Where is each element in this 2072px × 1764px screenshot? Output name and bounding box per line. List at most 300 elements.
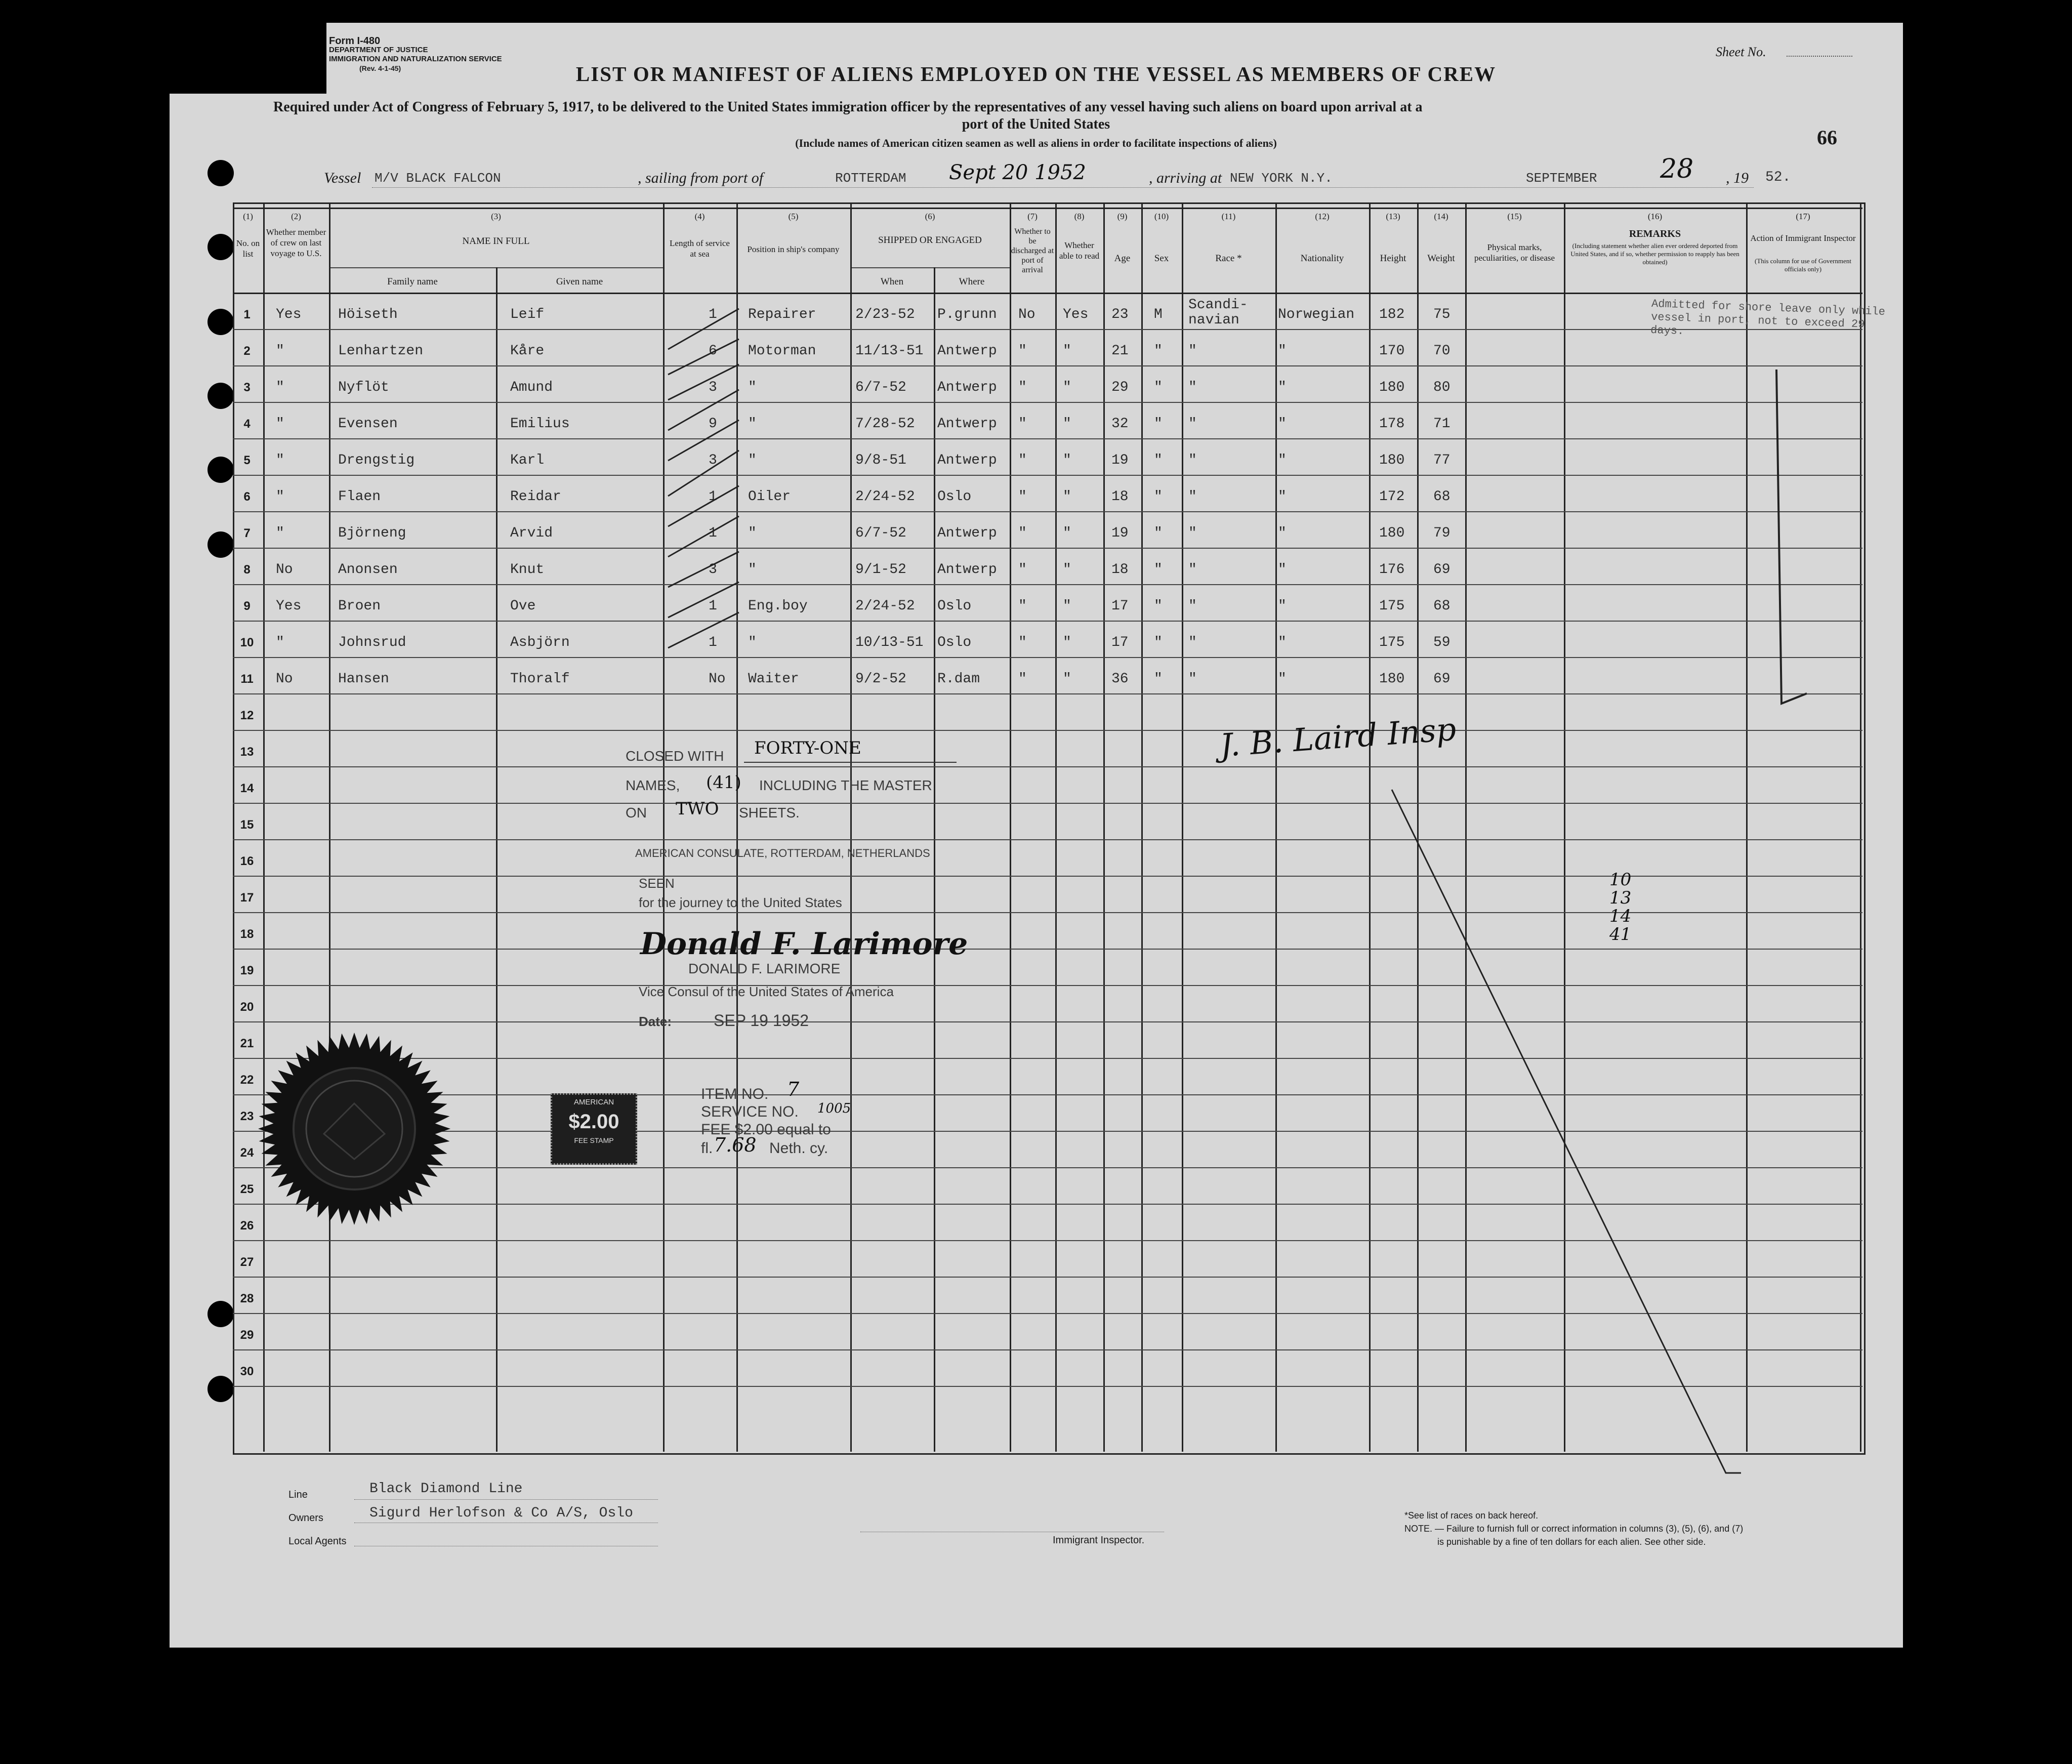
colnum-17: (17) xyxy=(1796,212,1810,221)
header-physical: Physical marks, peculiarities, or disease xyxy=(1474,242,1555,263)
crew-able-to-read: " xyxy=(1063,671,1071,687)
fee-stamp-value: $2.00 xyxy=(568,1111,619,1133)
line-value: Black Diamond Line xyxy=(369,1481,523,1497)
line-label: Line xyxy=(288,1489,308,1500)
crew-weight: 59 xyxy=(1433,635,1451,650)
crew-height: 180 xyxy=(1379,525,1405,541)
crew-given-name: Amund xyxy=(510,380,553,395)
header-weight: Weight xyxy=(1427,253,1455,264)
row-number: 9 xyxy=(243,599,251,613)
service-label: SERVICE NO. xyxy=(701,1103,799,1120)
crew-shipped-where: Antwerp xyxy=(937,562,997,578)
row-rule xyxy=(233,766,1862,767)
col-rule xyxy=(934,267,935,1452)
col-rule xyxy=(1141,202,1143,1452)
crew-shipped-where: Antwerp xyxy=(937,380,997,395)
crew-to-be-discharged: No xyxy=(1018,307,1035,322)
crew-nationality: " xyxy=(1278,525,1287,541)
crew-height: 178 xyxy=(1379,416,1405,432)
crew-sex: " xyxy=(1154,380,1163,395)
crew-age: 29 xyxy=(1111,380,1129,395)
consular-seal xyxy=(253,1028,455,1230)
colnum-9: (9) xyxy=(1117,212,1128,221)
crew-shipped-where: Oslo xyxy=(937,635,972,650)
crew-whether-prev-voyage: No xyxy=(276,562,293,578)
crew-whether-prev-voyage: Yes xyxy=(276,598,302,614)
crew-family-name: Flaen xyxy=(338,489,381,505)
crew-shipped-when: 2/24-52 xyxy=(855,489,915,505)
crew-weight: 68 xyxy=(1433,489,1451,505)
crew-family-name: Anonsen xyxy=(338,562,398,578)
row-number: 16 xyxy=(240,854,254,868)
row-number: 25 xyxy=(240,1182,254,1196)
crew-race: " xyxy=(1188,635,1197,650)
col-rule xyxy=(1103,202,1105,1452)
crew-weight: 71 xyxy=(1433,416,1451,432)
row-number: 8 xyxy=(243,563,251,577)
crew-height: 170 xyxy=(1379,343,1405,359)
crew-family-name: Johnsrud xyxy=(338,635,406,650)
crew-whether-prev-voyage: " xyxy=(276,380,284,395)
port-from: ROTTERDAM xyxy=(835,171,906,186)
header-action-note: (This column for use of Government officials only) xyxy=(1755,257,1851,273)
colnum-3: (3) xyxy=(491,212,501,221)
header-shipped: SHIPPED OR ENGAGED xyxy=(878,235,982,245)
crew-able-to-read: " xyxy=(1063,380,1071,395)
crew-nationality: " xyxy=(1278,453,1287,468)
crew-shipped-where: Antwerp xyxy=(937,343,997,359)
crew-shipped-when: 6/7-52 xyxy=(855,525,906,541)
crew-shipped-when: 10/13-51 xyxy=(855,635,924,650)
port-to: NEW YORK N.Y. xyxy=(1230,171,1333,186)
crew-family-name: Hansen xyxy=(338,671,389,687)
punch-hole xyxy=(208,160,234,186)
punch-hole xyxy=(208,383,234,409)
row-number: 20 xyxy=(240,1000,254,1014)
crew-age: 19 xyxy=(1111,453,1129,468)
col-rule xyxy=(1369,202,1371,1452)
header-bottom-rule xyxy=(233,293,1862,294)
crew-sex: " xyxy=(1154,525,1163,541)
crew-shipped-where: Antwerp xyxy=(937,416,997,432)
consul-name: DONALD F. LARIMORE xyxy=(688,961,841,976)
crew-able-to-read: " xyxy=(1063,343,1071,359)
crew-able-to-read: " xyxy=(1063,453,1071,468)
crew-nationality: " xyxy=(1278,489,1287,505)
crew-race: Scandi-navian xyxy=(1188,297,1248,328)
crew-shipped-when: 2/23-52 xyxy=(855,307,915,322)
punch-hole xyxy=(208,309,234,335)
row-number: 24 xyxy=(240,1146,254,1160)
crew-sex: " xyxy=(1154,489,1163,505)
row-rule xyxy=(233,329,1862,330)
header-position: Position in ship's company xyxy=(747,244,840,254)
form-rev: (Rev. 4-1-45) xyxy=(359,64,401,72)
crew-height: 180 xyxy=(1379,380,1405,395)
row-rule xyxy=(233,693,1862,694)
crew-to-be-discharged: " xyxy=(1018,525,1027,541)
crew-shipped-when: 9/1-52 xyxy=(855,562,906,578)
crew-sex: " xyxy=(1154,416,1163,432)
crew-race: " xyxy=(1188,489,1197,505)
crew-able-to-read: " xyxy=(1063,489,1071,505)
punch-hole xyxy=(208,457,234,483)
row-number: 23 xyxy=(240,1110,254,1123)
crew-given-name: Thoralf xyxy=(510,671,570,687)
crew-nationality: " xyxy=(1278,562,1287,578)
date-label: Date: xyxy=(639,1014,672,1029)
crew-to-be-discharged: " xyxy=(1018,635,1027,650)
colnum-5: (5) xyxy=(788,212,799,221)
crew-race: " xyxy=(1188,343,1197,359)
shipped-subheader-rule xyxy=(850,267,1010,268)
item-number: 7 xyxy=(787,1078,800,1100)
crew-sex: " xyxy=(1154,598,1163,614)
row-number: 17 xyxy=(240,891,254,905)
crew-age: 17 xyxy=(1111,598,1129,614)
consul-date: SEP 19 1952 xyxy=(714,1011,809,1030)
shore-leave-stamp: Admitted for shore leave only while vessel in port, not to exceed 29 days. xyxy=(1650,297,1886,338)
crew-length-of-service: 6 xyxy=(709,343,717,359)
crew-position: Motorman xyxy=(748,343,816,359)
header-when: When xyxy=(880,276,904,287)
crew-family-name: Lenhartzen xyxy=(338,343,424,359)
header-whether-member: Whether member of crew on last voyage to U.S. xyxy=(266,227,326,258)
arriving-label: , arriving at xyxy=(1149,170,1222,186)
line-underline xyxy=(354,1499,658,1500)
crew-position: Repairer xyxy=(748,307,816,322)
colnum-11: (11) xyxy=(1221,212,1236,221)
inspector-label: Immigrant Inspector. xyxy=(1053,1535,1145,1546)
crew-able-to-read: " xyxy=(1063,635,1071,650)
crew-given-name: Leif xyxy=(510,307,545,322)
row-rule xyxy=(233,475,1862,476)
crew-whether-prev-voyage: " xyxy=(276,453,284,468)
row-rule xyxy=(233,402,1862,403)
col-rule xyxy=(850,202,852,1452)
col-rule xyxy=(1860,202,1861,1452)
crew-family-name: Broen xyxy=(338,598,381,614)
row-rule xyxy=(233,548,1862,549)
consulate-journey: for the journey to the United States xyxy=(639,895,842,910)
sheets-count: TWO xyxy=(676,799,719,819)
crew-race: " xyxy=(1188,416,1197,432)
row-number: 5 xyxy=(243,454,251,467)
crew-nationality: " xyxy=(1278,635,1287,650)
header-remarks-note: (Including statement whether alien ever ordered deported from United States, and if so, whether permission to reapply has been obtained) xyxy=(1570,242,1739,266)
crew-age: 17 xyxy=(1111,635,1129,650)
crew-race: " xyxy=(1188,380,1197,395)
owners-value: Sigurd Herlofson & Co A/S, Oslo xyxy=(369,1505,633,1521)
item-label: ITEM NO. xyxy=(701,1086,769,1102)
crew-to-be-discharged: " xyxy=(1018,489,1027,505)
header-length-service: Length of service at sea xyxy=(670,238,730,259)
header-discharged: Whether to be discharged at port of arrival xyxy=(1011,227,1054,274)
row-number: 28 xyxy=(240,1292,254,1305)
crew-family-name: Drengstig xyxy=(338,453,415,468)
form-subtitle: Required under Act of Congress of February 5, 1917, to be delivered to the United States immigration officer by the representatives of any vessel having such aliens on board upon arrival at a xyxy=(273,99,1423,115)
col-rule xyxy=(1055,202,1057,1452)
owners-label: Owners xyxy=(288,1512,323,1524)
crew-weight: 69 xyxy=(1433,562,1451,578)
col-rule xyxy=(1275,202,1277,1452)
header-family-name: Family name xyxy=(387,276,438,287)
row-number: 21 xyxy=(240,1037,254,1050)
crew-height: 175 xyxy=(1379,635,1405,650)
crew-age: 21 xyxy=(1111,343,1129,359)
crew-length-of-service: 1 xyxy=(709,598,717,614)
agents-label: Local Agents xyxy=(288,1536,347,1547)
fee-stamp-bottom: FEE STAMP xyxy=(574,1136,614,1144)
crew-family-name: Evensen xyxy=(338,416,398,432)
crew-shipped-where: P.grunn xyxy=(937,307,997,322)
sheets-label: SHEETS. xyxy=(739,805,800,821)
crew-nationality: " xyxy=(1278,416,1287,432)
crew-race: " xyxy=(1188,598,1197,614)
colnum-7: (7) xyxy=(1027,212,1038,221)
colnum-2: (2) xyxy=(291,212,301,221)
vessel-label: Vessel xyxy=(324,170,361,186)
row-number: 12 xyxy=(240,709,254,722)
crew-position: " xyxy=(748,525,757,541)
crew-shipped-where: Oslo xyxy=(937,598,972,614)
crew-given-name: Karl xyxy=(510,453,545,468)
crew-to-be-discharged: " xyxy=(1018,380,1027,395)
crew-shipped-when: 9/8-51 xyxy=(855,453,906,468)
header-name-in-full: NAME IN FULL xyxy=(462,236,530,247)
including-master: INCLUDING THE MASTER xyxy=(759,777,932,793)
closed-count-num: (41) xyxy=(706,772,741,793)
crew-given-name: Ove xyxy=(510,598,536,614)
crew-shipped-when: 6/7-52 xyxy=(855,380,906,395)
header-where: Where xyxy=(959,276,985,287)
crew-height: 172 xyxy=(1379,489,1405,505)
crew-height: 180 xyxy=(1379,453,1405,468)
vessel-dotted-line xyxy=(372,187,1754,188)
crew-given-name: Arvid xyxy=(510,525,553,541)
crew-height: 176 xyxy=(1379,562,1405,578)
crew-height: 180 xyxy=(1379,671,1405,687)
form-service: IMMIGRATION AND NATURALIZATION SERVICE xyxy=(329,55,502,63)
vessel-name: M/V BLACK FALCON xyxy=(375,171,501,186)
form-number: Form I-480 xyxy=(329,35,381,47)
row-number: 2 xyxy=(243,344,251,358)
crew-race: " xyxy=(1188,562,1197,578)
row-rule xyxy=(233,438,1862,439)
crew-shipped-where: Oslo xyxy=(937,489,972,505)
form-subtitle-2: port of the United States xyxy=(962,116,1110,132)
crew-given-name: Knut xyxy=(510,562,545,578)
crew-to-be-discharged: " xyxy=(1018,671,1027,687)
row-number: 3 xyxy=(243,381,251,394)
consulate-office: AMERICAN CONSULATE, ROTTERDAM, NETHERLANDS xyxy=(635,847,930,859)
crew-position: " xyxy=(748,416,757,432)
crew-whether-prev-voyage: " xyxy=(276,525,284,541)
sheet-no-line xyxy=(1787,56,1852,57)
crew-family-name: Höiseth xyxy=(338,307,398,322)
crew-position: " xyxy=(748,453,757,468)
crew-race: " xyxy=(1188,525,1197,541)
header-race: Race * xyxy=(1215,253,1242,264)
colnum-6: (6) xyxy=(925,212,935,221)
punch-hole xyxy=(208,1376,234,1402)
form-dept: DEPARTMENT OF JUSTICE xyxy=(329,46,428,54)
crew-shipped-when: 7/28-52 xyxy=(855,416,915,432)
crew-weight: 80 xyxy=(1433,380,1451,395)
crew-age: 23 xyxy=(1111,307,1129,322)
crew-position: Waiter xyxy=(748,671,799,687)
crew-sex: " xyxy=(1154,343,1163,359)
sail-date-handwritten: Sept 20 1952 xyxy=(949,161,1086,184)
crew-nationality: " xyxy=(1278,343,1287,359)
col-rule xyxy=(1010,202,1011,1452)
consulate-seen: SEEN xyxy=(639,876,675,891)
colnum-14: (14) xyxy=(1434,212,1448,221)
races-note: *See list of races on back hereof. xyxy=(1404,1510,1539,1521)
crew-given-name: Kåre xyxy=(510,343,545,359)
row-number: 27 xyxy=(240,1255,254,1269)
colnum-16: (16) xyxy=(1647,212,1663,221)
crew-race: " xyxy=(1188,453,1197,468)
row-number: 7 xyxy=(243,526,251,540)
crew-whether-prev-voyage: Yes xyxy=(276,307,302,322)
colnum-1: (1) xyxy=(243,212,253,221)
crew-shipped-when: 2/24-52 xyxy=(855,598,915,614)
crew-whether-prev-voyage: " xyxy=(276,416,284,432)
crew-sex: " xyxy=(1154,453,1163,468)
crew-shipped-when: 9/2-52 xyxy=(855,671,906,687)
crew-sex: " xyxy=(1154,671,1163,687)
crew-length-of-service: 1 xyxy=(709,635,717,650)
fl-label: fl. xyxy=(701,1140,713,1157)
col-rule xyxy=(1182,202,1183,1452)
punch-hole xyxy=(208,234,234,260)
row-number: 1 xyxy=(243,308,251,321)
crew-nationality: " xyxy=(1278,380,1287,395)
sheet-no-label: Sheet No. xyxy=(1716,45,1766,59)
header-sex: Sex xyxy=(1154,253,1169,264)
colnum-12: (12) xyxy=(1315,212,1330,221)
row-number: 4 xyxy=(243,417,251,431)
fee-stamp xyxy=(551,1093,637,1165)
crew-family-name: Björneng xyxy=(338,525,406,541)
fee-label: FEE $2.00 equal to xyxy=(701,1121,831,1138)
crew-shipped-where: Antwerp xyxy=(937,453,997,468)
crew-given-name: Reidar xyxy=(510,489,561,505)
inspector-bracket xyxy=(1766,364,1817,719)
crew-able-to-read: " xyxy=(1063,598,1071,614)
closed-names-label: NAMES, xyxy=(626,777,680,793)
crew-nationality: " xyxy=(1278,671,1287,687)
arrival-month: SEPTEMBER xyxy=(1526,171,1597,186)
col-rule xyxy=(1746,202,1748,1452)
closed-on-label: ON xyxy=(626,805,647,821)
crew-whether-prev-voyage: No xyxy=(276,671,293,687)
row-number: 22 xyxy=(240,1073,254,1087)
crew-weight: 68 xyxy=(1433,598,1451,614)
crew-whether-prev-voyage: " xyxy=(276,635,284,650)
service-number: 1005 xyxy=(817,1101,851,1116)
crew-able-to-read: Yes xyxy=(1063,307,1089,322)
row-number: 13 xyxy=(240,745,254,759)
fine-note-1: NOTE. — Failure to furnish full or correct information in columns (3), (5), (6), and (7) xyxy=(1404,1524,1744,1534)
header-given-name: Given name xyxy=(556,276,603,287)
closed-underline xyxy=(744,762,957,763)
form-note: (Include names of American citizen seamen as well as aliens in order to facilitate inspections of aliens) xyxy=(795,137,1277,149)
crew-nationality: Norwegian xyxy=(1278,307,1355,322)
crew-sex: M xyxy=(1154,307,1163,322)
closed-count-words: FORTY-ONE xyxy=(754,738,861,758)
row-number: 11 xyxy=(240,672,254,686)
crew-able-to-read: " xyxy=(1063,562,1071,578)
crew-given-name: Emilius xyxy=(510,416,570,432)
row-rule xyxy=(233,365,1862,366)
crew-length-of-service: 3 xyxy=(709,380,717,395)
crew-length-of-service: 9 xyxy=(709,416,717,432)
colnum-4: (4) xyxy=(694,212,705,221)
header-age: Age xyxy=(1114,253,1131,264)
crew-position: Eng.boy xyxy=(748,598,808,614)
sailing-label: , sailing from port of xyxy=(638,170,764,186)
crew-whether-prev-voyage: " xyxy=(276,489,284,505)
row-number: 30 xyxy=(240,1365,254,1378)
crew-length-of-service: 1 xyxy=(709,489,717,505)
form-title: LIST OR MANIFEST OF ALIENS EMPLOYED ON THE VESSEL AS MEMBERS OF CREW xyxy=(575,62,1497,86)
crew-position: " xyxy=(748,380,757,395)
row-number: 6 xyxy=(243,490,251,504)
consul-signature: Donald F. Larimore xyxy=(640,926,968,962)
crew-weight: 77 xyxy=(1433,453,1451,468)
margin-note: 10 13 14 41 xyxy=(1609,870,1632,945)
fee-amount: 7.68 xyxy=(714,1134,757,1156)
header-remarks: REMARKS xyxy=(1629,228,1681,239)
crew-height: 182 xyxy=(1379,307,1405,322)
crew-shipped-where: R.dam xyxy=(937,671,980,687)
closed-with-label: CLOSED WITH xyxy=(626,748,724,764)
arrival-day-handwritten: 28 xyxy=(1660,154,1694,184)
crew-whether-prev-voyage: " xyxy=(276,343,284,359)
consul-title: Vice Consul of the United States of America xyxy=(639,984,894,999)
crew-length-of-service: 3 xyxy=(709,453,717,468)
crew-length-of-service: No xyxy=(709,671,726,687)
fine-note-2: is punishable by a fine of ten dollars for each alien. See other side. xyxy=(1437,1537,1706,1547)
crew-sex: " xyxy=(1154,635,1163,650)
page-number: 66 xyxy=(1817,126,1837,149)
service-tally-marks xyxy=(658,299,759,719)
row-number: 10 xyxy=(240,636,254,649)
col-rule xyxy=(329,202,330,1452)
crew-length-of-service: 3 xyxy=(709,562,717,578)
crew-able-to-read: " xyxy=(1063,525,1071,541)
inspector-signature: J. B. Laird Insp xyxy=(1219,710,1458,764)
header-no-on-list: No. on list xyxy=(236,238,260,259)
row-number: 14 xyxy=(240,782,254,795)
fee-stamp-top: AMERICAN xyxy=(573,1098,614,1106)
currency-label: Neth. cy. xyxy=(769,1140,828,1157)
crew-race: " xyxy=(1188,671,1197,687)
header-read: Whether able to read xyxy=(1059,240,1100,261)
row-number: 15 xyxy=(240,818,254,832)
crew-family-name: Nyflöt xyxy=(338,380,389,395)
crew-shipped-where: Antwerp xyxy=(937,525,997,541)
crew-to-be-discharged: " xyxy=(1018,453,1027,468)
year-prefix: , 19 xyxy=(1726,170,1749,186)
crew-sex: " xyxy=(1154,562,1163,578)
table-top-rule xyxy=(233,208,1862,209)
crew-age: 19 xyxy=(1111,525,1129,541)
crew-weight: 75 xyxy=(1433,307,1451,322)
crew-age: 18 xyxy=(1111,562,1129,578)
